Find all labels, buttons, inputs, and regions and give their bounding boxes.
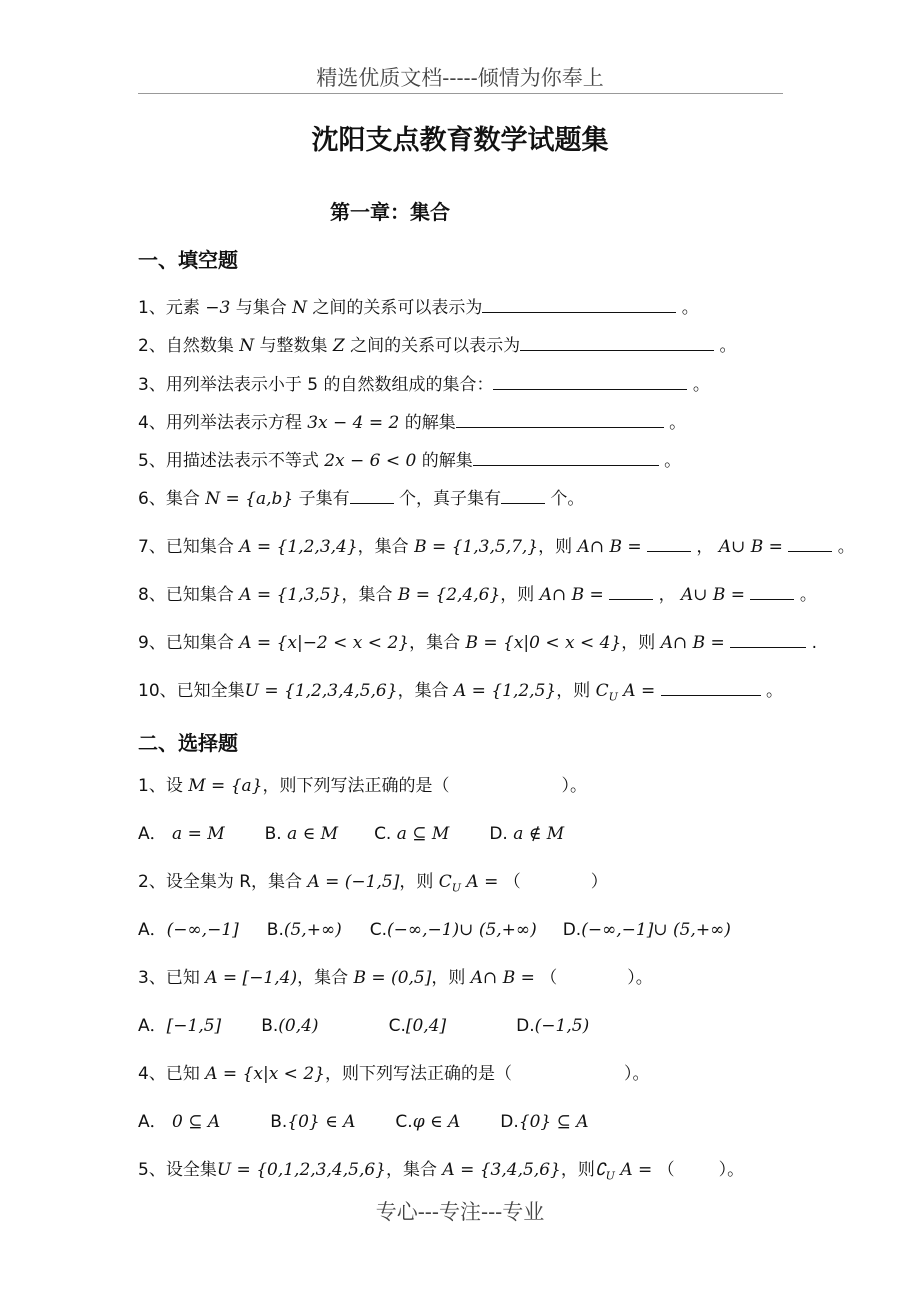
choice-question-1: 1、设 M = {a}，则下列写法正确的是（ ）。 xyxy=(138,776,587,796)
answer-blank[interactable] xyxy=(609,581,653,600)
question-6: 6、集合 N = {a,b} 子集有 个，真子集有 个。 xyxy=(138,485,584,511)
answer-blank[interactable] xyxy=(750,581,794,600)
choice-options-4 xyxy=(138,1110,589,1134)
question-3: 3、用列举法表示小于 5 的自然数组成的集合： 。 xyxy=(138,371,710,397)
answer-blank[interactable] xyxy=(482,294,676,313)
option-c[interactable]: C.[0,4] xyxy=(388,1016,447,1036)
option-d[interactable]: D.(−∞,−1]∪ (5,+∞) xyxy=(562,920,731,940)
answer-blank[interactable] xyxy=(788,533,832,552)
choice-question-2: 2、设全集为 R，集合 A = (−1,5]，则 $C_U$ A = （ ） xyxy=(138,872,608,895)
question-2: 2、自然数集 N 与整数集 Z 之间的关系可以表示为 。 xyxy=(138,332,737,358)
answer-blank[interactable] xyxy=(501,485,545,504)
option-a[interactable]: A．[−1,5] xyxy=(138,1016,222,1036)
question-10: 10、已知全集U = {1,2,3,4,5,6}，集合 A = {1,2,5}，则 $C_U$ A = 。 xyxy=(138,677,783,709)
choice-options-3 xyxy=(138,1014,589,1038)
option-b[interactable]: B.{0} ∈ A xyxy=(270,1112,356,1132)
answer-blank[interactable] xyxy=(473,447,659,466)
choice-question-3: 3、已知 A = [−1,4)，集合 B = (0,5]，则 A∩ B = （ ）。 xyxy=(138,968,653,988)
section-choice-heading: 二、选择题 xyxy=(138,731,238,755)
answer-blank[interactable] xyxy=(661,677,761,696)
option-b[interactable]: B.(5,+∞) xyxy=(266,920,342,940)
question-7: 7、已知集合 A = {1,2,3,4}，集合 B = {1,3,5,7,}，则 A∩ B = ， A∪ B = 。 xyxy=(138,533,855,559)
option-a[interactable]: A． a = M xyxy=(138,824,225,844)
option-b[interactable]: B.(0,4) xyxy=(261,1016,319,1036)
answer-blank[interactable] xyxy=(730,629,806,648)
option-a[interactable]: A．(−∞,−1] xyxy=(138,920,239,940)
choice-question-5: 5、设全集U = {0,1,2,3,4,5,6}，集合 A = {3,4,5,6}，则$∁_U$ A = （ ）。 xyxy=(138,1160,745,1183)
question-8: 8、已知集合 A = {1,3,5}，集合 B = {2,4,6}，则 A∩ B = ， A∪ B = 。 xyxy=(138,581,817,607)
question-1: 1、元素 −3 与集合 N 之间的关系可以表示为 。 xyxy=(138,294,699,320)
section-fill-in-heading: 一、填空题 xyxy=(138,248,238,272)
page-header: 精选优质文档-----倾情为你奉上 xyxy=(316,66,604,90)
question-4: 4、用列举法表示方程 3x − 4 = 2 的解集 。 xyxy=(138,409,686,435)
question-5: 5、用描述法表示不等式 2x − 6 < 0 的解集 。 xyxy=(138,447,681,473)
option-d[interactable]: D.(−1,5) xyxy=(516,1016,590,1036)
answer-blank[interactable] xyxy=(647,533,691,552)
option-b[interactable]: B. a ∈ M xyxy=(264,824,339,844)
option-a[interactable]: A． 0 ⊆ A xyxy=(138,1112,221,1132)
answer-blank[interactable] xyxy=(350,485,394,504)
option-d[interactable]: D.{0} ⊆ A xyxy=(500,1112,589,1132)
answer-blank[interactable] xyxy=(493,371,687,390)
page-footer: 专心---专注---专业 xyxy=(375,1200,545,1224)
chapter-title: 第一章：集合 xyxy=(330,200,450,224)
choice-question-4: 4、已知 A = {x|x < 2}，则下列写法正确的是（ ）。 xyxy=(138,1064,650,1084)
answer-blank[interactable] xyxy=(456,409,664,428)
option-c[interactable]: C.φ ∈ A xyxy=(395,1112,461,1132)
option-c[interactable]: C.(−∞,−1)∪ (5,+∞) xyxy=(369,920,537,940)
choice-options-2 xyxy=(138,918,731,942)
option-d[interactable]: D. a ∉ M xyxy=(489,824,565,844)
choice-options-1 xyxy=(138,822,564,846)
document-title: 沈阳支点教育数学试题集 xyxy=(311,125,609,156)
header-divider xyxy=(138,93,783,94)
question-9: 9、已知集合 A = {x|−2 < x < 2}，集合 B = {x|0 < x < 4}，则 A∩ B = . xyxy=(138,629,817,655)
option-c[interactable]: C. a ⊆ M xyxy=(374,824,450,844)
answer-blank[interactable] xyxy=(520,332,714,351)
